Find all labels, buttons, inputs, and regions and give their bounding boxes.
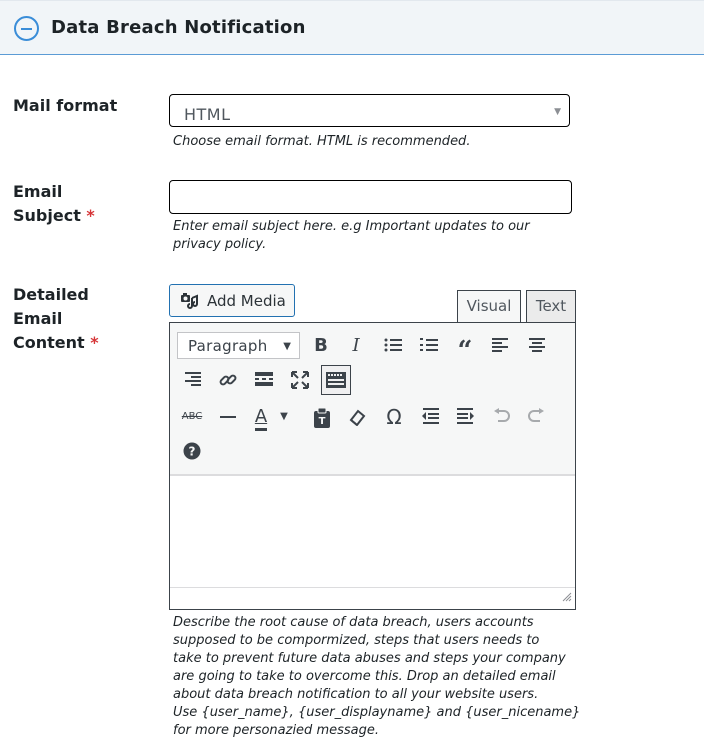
section-header[interactable] <box>0 0 704 55</box>
text-color-icon[interactable] <box>248 402 274 432</box>
email-subject-help <box>173 218 530 254</box>
chevron-down-icon[interactable]: ▼ <box>280 411 288 422</box>
toolbar-toggle-icon[interactable] <box>321 365 351 395</box>
help-line: are going to take to overcome this. Drop an detailed email <box>173 669 556 684</box>
format-select[interactable] <box>177 332 300 359</box>
link-icon[interactable] <box>213 365 243 395</box>
required-marker: * <box>90 333 99 352</box>
redo-icon[interactable] <box>522 402 552 432</box>
email-subject-label-text: Subject <box>13 206 81 225</box>
outdent-icon[interactable] <box>415 402 445 432</box>
mail-format-label: Mail format <box>13 96 118 115</box>
help-icon[interactable] <box>177 436 207 466</box>
email-content-label-text: Content <box>13 333 85 352</box>
help-line: for more personazied message. <box>173 723 380 738</box>
strikethrough-icon[interactable]: ABC <box>181 411 203 422</box>
email-subject-label-line2 <box>13 204 95 228</box>
email-subject-label-line1: Email <box>13 182 63 201</box>
tab-visual[interactable]: Visual <box>457 290 521 323</box>
read-more-icon[interactable] <box>249 365 279 395</box>
help-line: supposed to be compormized, steps that users needs to <box>173 633 540 648</box>
editor-statusbar <box>170 587 575 609</box>
email-content-label-line3 <box>13 331 99 355</box>
format-select-value: Paragraph <box>188 337 268 355</box>
align-center-icon[interactable] <box>522 331 552 361</box>
horizontal-line-icon[interactable] <box>213 402 243 432</box>
numbered-list-icon[interactable] <box>414 331 444 361</box>
paste-text-icon[interactable] <box>307 402 337 432</box>
help-line: Describe the root cause of data breach, users accounts <box>173 615 534 630</box>
chevron-down-icon: ▼ <box>554 107 561 117</box>
add-media-label: Add Media <box>207 292 286 310</box>
align-left-icon[interactable] <box>486 331 516 361</box>
email-content-label <box>13 283 99 355</box>
help-line: about data breach notification to all your website users. <box>173 687 539 702</box>
mail-format-help: Choose email format. HTML is recommended. <box>173 134 471 149</box>
mail-format-selected: HTML <box>184 105 231 124</box>
email-content-help <box>173 614 580 740</box>
editor-toolbar <box>170 323 575 476</box>
editor-content-area[interactable] <box>170 476 575 587</box>
blockquote-icon[interactable]: “ <box>457 336 473 366</box>
email-subject-help-line2: privacy policy. <box>173 237 267 252</box>
email-subject-label <box>13 180 95 228</box>
email-subject-input[interactable] <box>169 180 572 214</box>
svg-text:?: ? <box>188 444 196 459</box>
clear-formatting-icon[interactable] <box>342 402 372 432</box>
text-color-glyph: A <box>255 406 267 431</box>
special-character-icon[interactable]: Ω <box>386 405 402 429</box>
italic-icon[interactable]: I <box>352 335 360 356</box>
chevron-down-icon: ▼ <box>283 341 291 352</box>
tab-text[interactable]: Text <box>526 290 576 323</box>
indent-icon[interactable] <box>451 402 481 432</box>
add-media-icon <box>180 292 200 314</box>
rich-text-editor <box>169 322 576 610</box>
email-content-label-line1: Detailed <box>13 285 89 304</box>
email-subject-help-line1: Enter email subject here. e.g Important updates to our <box>173 219 530 234</box>
collapse-minus-icon[interactable] <box>14 16 39 41</box>
fullscreen-icon[interactable] <box>285 365 315 395</box>
help-line: take to prevent future data abuses and steps your company <box>173 651 566 666</box>
required-marker: * <box>86 206 95 225</box>
bold-icon[interactable]: B <box>314 335 328 356</box>
undo-icon[interactable] <box>486 402 516 432</box>
bullet-list-icon[interactable] <box>378 331 408 361</box>
help-line: Use {user_name}, {user_displayname} and {user_nicename} <box>173 705 581 720</box>
svg-text:T: T <box>318 416 326 427</box>
mail-format-select[interactable] <box>169 94 570 127</box>
email-content-label-line2: Email <box>13 309 63 328</box>
add-media-button[interactable] <box>169 284 295 317</box>
align-right-icon[interactable] <box>177 365 207 395</box>
section-title: Data Breach Notification <box>51 17 306 38</box>
resize-handle-icon[interactable] <box>562 587 572 606</box>
